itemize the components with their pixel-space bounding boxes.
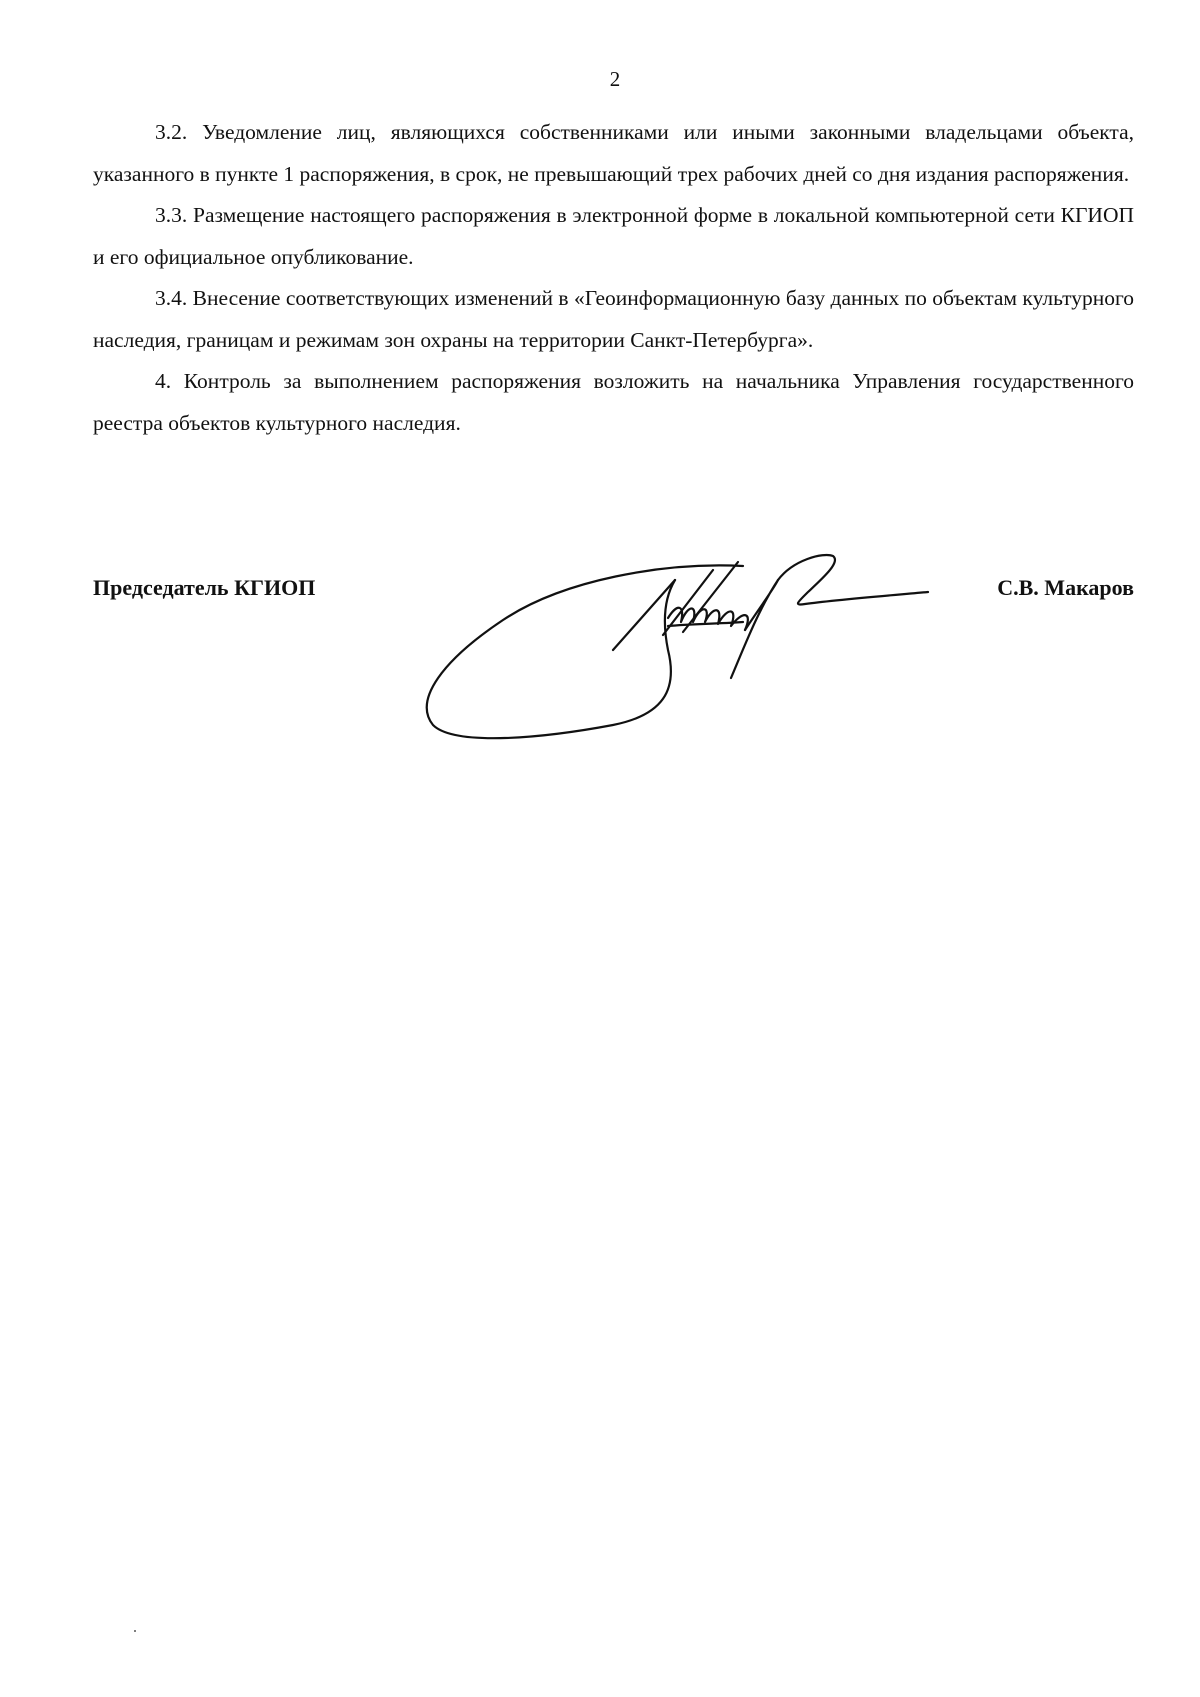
signatory-name: С.В. Макаров	[997, 575, 1134, 600]
scan-speck	[134, 1630, 136, 1632]
signatory-title: Председатель КГИОП	[93, 575, 316, 600]
paragraph-4: 4. Контроль за выполнением распоряжения возложить на начальника Управления государственного реестра объектов культурного наследия.	[93, 369, 1134, 435]
page-number: 2	[609, 67, 621, 91]
paragraph-3-2: 3.2. Уведомление лиц, являющихся собственниками или иными законными владельцами объекта, указанного в пункте 1 распоряжения, в срок, не превышающий трех рабочих дней со дня издания распоряжения.	[93, 120, 1134, 186]
paragraph-3-3: 3.3. Размещение настоящего распоряжения в электронной форме в локальной компьютерной сети КГИОП и его официальное опубликование.	[93, 203, 1134, 269]
paragraph-3-4: 3.4. Внесение соответствующих изменений в «Геоинформационную базу данных по объектам культурного наследия, границам и режимам зон охраны на территории Санкт-Петербурга».	[93, 286, 1134, 352]
signature-block	[93, 568, 1134, 738]
document-body	[93, 112, 1134, 444]
handwritten-signature-icon	[413, 540, 933, 740]
